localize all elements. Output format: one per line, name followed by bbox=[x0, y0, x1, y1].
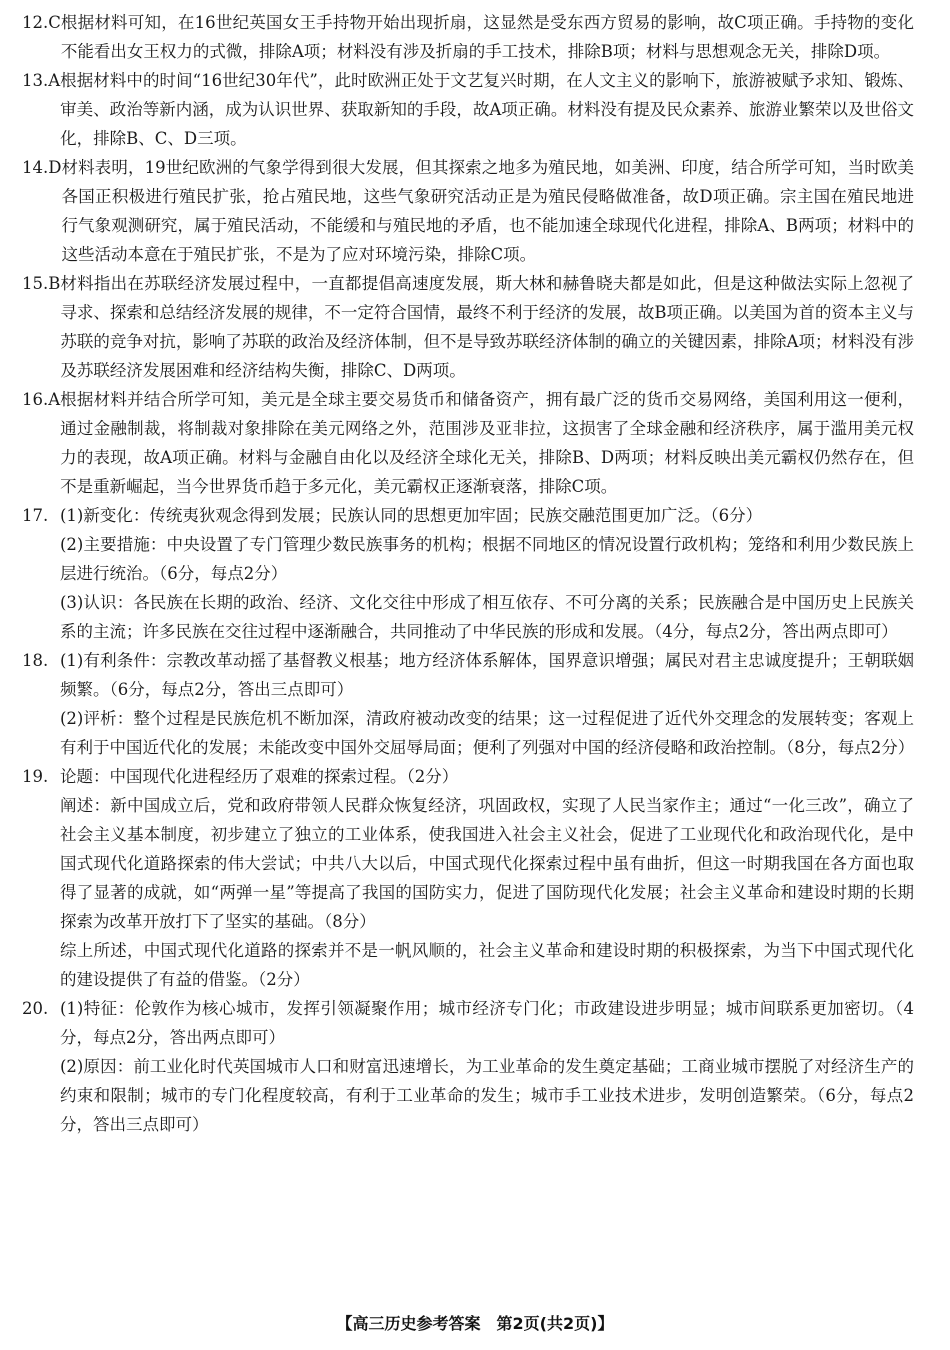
answer-item-19 bbox=[22, 762, 914, 994]
answer-item-20 bbox=[22, 994, 914, 1139]
answer-item-17 bbox=[22, 501, 914, 646]
answer-item-12 bbox=[22, 8, 914, 66]
answer-part: (1)特征：伦敦作为核心城市，发挥引领凝聚作用；城市经济专门化；市政建设进步明显；城市间联系更加密切。（4分，每点2分，答出两点即可） bbox=[60, 999, 914, 1047]
question-number: 14.D bbox=[22, 158, 62, 177]
question-number: 13.A bbox=[22, 71, 61, 90]
answer-part: 综上所述，中国式现代化道路的探索并不是一帆风顺的，社会主义革命和建设时期的积极探索，为当下中国式现代化的建设提供了有益的借鉴。（2分） bbox=[60, 941, 914, 989]
answer-part: (1)有利条件：宗教改革动摇了基督教义根基；地方经济体系解体，国界意识增强；属民对君主忠诚度提升；王朝联姻频繁。（6分，每点2分，答出三点即可） bbox=[60, 651, 914, 699]
answer-part: 阐述：新中国成立后，党和政府带领人民群众恢复经济，巩固政权，实现了人民当家作主；通过“一化三改”，确立了社会主义基本制度，初步建立了独立的工业体系，使我国进入社会主义社会，促进了工业现代化和政治现代化，是中国式现代化道路探索的伟大尝试；中共八大以后，中国式现代化探索过程中虽有曲折，但这一时期我国在各方面也取得了显著的成就，如“两弹一星”等提高了我国的国防实力，促进了国防现代化发展；社会主义革命和建设时期的长期探索为改革开放打下了坚实的基础。（8分） bbox=[60, 796, 914, 931]
answer-part: (3)认识：各民族在长期的政治、经济、文化交往中形成了相互依存、不可分离的关系；民族融合是中国历史上民族关系的主流；许多民族在交往过程中逐渐融合，共同推动了中华民族的形成和发展。（4分，每点2分，答出两点即可） bbox=[60, 593, 914, 641]
question-number: 18. bbox=[22, 651, 49, 670]
question-number: 20. bbox=[22, 999, 49, 1018]
answer-item-16 bbox=[22, 385, 914, 501]
answer-explanation: 材料表明，19世纪欧洲的气象学得到很大发展，但其探索之地多为殖民地，如美洲、印度，结合所学可知，当时欧美各国正积极进行殖民扩张，抢占殖民地，这些气象研究活动正是为殖民侵略做准备，故D项正确。宗主国在殖民地进行气象观测研究，属于殖民活动，不能缓和与殖民地的矛盾，也不能加速全球现代化进程，排除A、B两项；材料中的这些活动本意在于殖民扩张，不是为了应对环境污染，排除C项。 bbox=[61, 158, 914, 264]
question-number: 17. bbox=[22, 506, 49, 525]
question-number: 15.B bbox=[22, 274, 61, 293]
answer-explanation: 根据材料中的时间“16世纪30年代”，此时欧洲正处于文艺复兴时期，在人文主义的影响下，旅游被赋予求知、锻炼、审美、政治等新内涵，成为认识世界、获取新知的手段，故A项正确。材料没有提及民众素养、旅游业繁荣以及世俗文化，排除B、C、D三项。 bbox=[60, 71, 914, 148]
answer-part: 论题：中国现代化进程经历了艰难的探索过程。（2分） bbox=[60, 767, 459, 786]
answer-explanation: 根据材料可知，在16世纪英国女王手持物开始出现折扇，这显然是受东西方贸易的影响，故C项正确。手持物的变化不能看出女王权力的式微，排除A项；材料没有涉及折扇的手工技术，排除B项；材料与思想观念无关，排除D项。 bbox=[60, 13, 914, 61]
answer-explanation: 根据材料并结合所学可知，美元是全球主要交易货币和储备资产，拥有最广泛的货币交易网络，美国利用这一便利，通过金融制裁，将制裁对象排除在美元网络之外，范围涉及亚非拉，这损害了全球金融和经济秩序，属于滥用美元权力的表现，故A项正确。材料与金融自由化以及经济全球化无关，排除B、D两项；材料反映出美元霸权仍然存在，但不是重新崛起，当今世界货币趋于多元化，美元霸权正逐渐衰落，排除C项。 bbox=[60, 390, 914, 496]
answer-explanation: 材料指出在苏联经济发展过程中，一直都提倡高速度发展，斯大林和赫鲁晓夫都是如此，但是这种做法实际上忽视了寻求、探索和总结经济发展的规律，不一定符合国情，最终不利于经济的发展，故B项正确。以美国为首的资本主义与苏联的竞争对抗，影响了苏联的政治及经济体制，但不是导致苏联经济体制的确立的关键因素，排除A项；材料没有涉及苏联经济发展困难和经济结构失衡，排除C、D两项。 bbox=[60, 274, 915, 380]
answer-part: (2)原因：前工业化时代英国城市人口和财富迅速增长，为工业革命的发生奠定基础；工商业城市摆脱了对经济生产的约束和限制；城市的专门化程度较高，有利于工业革命的发生；城市手工业技术进步，发明创造繁荣。（6分，每点2分，答出三点即可） bbox=[60, 1057, 914, 1134]
answer-part: (2)主要措施：中央设置了专门管理少数民族事务的机构；根据不同地区的情况设置行政机构；笼络和利用少数民族上层进行统治。（6分，每点2分） bbox=[60, 535, 914, 583]
answer-part: (1)新变化：传统夷狄观念得到发展；民族认同的思想更加牢固；民族交融范围更加广泛。（6分） bbox=[60, 506, 763, 525]
page-footer: 【高三历史参考答案 第2页(共2页)】 bbox=[336, 1314, 614, 1333]
answer-item-18 bbox=[22, 646, 914, 762]
question-number: 16.A bbox=[22, 390, 61, 409]
answer-item-14 bbox=[22, 153, 914, 269]
answer-item-13 bbox=[22, 66, 914, 153]
answer-part: (2)评析：整个过程是民族危机不断加深，清政府被动改变的结果；这一过程促进了近代外交理念的发展转变；客观上有利于中国近代化的发展；未能改变中国外交屈辱局面；便利了列强对中国的经济侵略和政治控制。（8分，每点2分） bbox=[60, 709, 915, 757]
question-number: 12.C bbox=[22, 13, 61, 32]
answer-item-15 bbox=[22, 269, 914, 385]
answer-content bbox=[22, 8, 914, 1139]
question-number: 19. bbox=[22, 767, 49, 786]
